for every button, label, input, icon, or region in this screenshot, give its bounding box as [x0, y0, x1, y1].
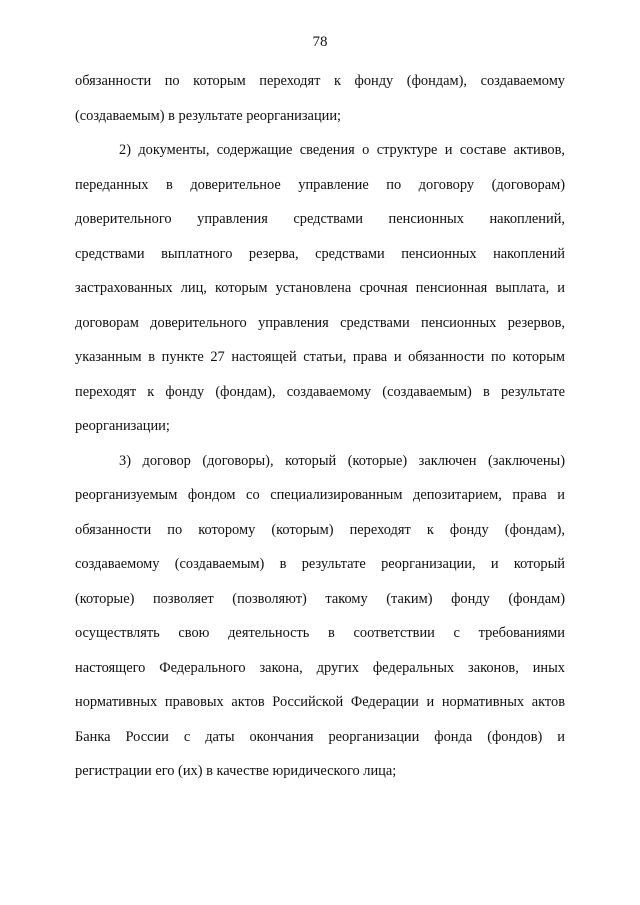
text-line: реорганизации;	[75, 418, 170, 434]
text-line: Банка России с даты окончания реорганизации фонда (фондов) и	[75, 728, 565, 745]
text-line: создаваемому (создаваемым) в результате реорганизации, и который	[75, 556, 565, 572]
text-line: переданных в доверительное управление по договору (договорам)	[75, 176, 565, 193]
paragraph-continuation	[75, 64, 565, 133]
text-line: средствами выплатного резерва, средствами пенсионных накоплений	[75, 245, 565, 262]
text-line: осуществлять свою деятельность в соответствии с требованиями	[75, 625, 565, 641]
text-line: обязанности по которому (которым) переходят к фонду (фондам),	[75, 521, 565, 538]
text-line: застрахованных лиц, которым установлена срочная пенсионная выплата, и	[75, 280, 565, 296]
text-line: переходят к фонду (фондам), создаваемому (создаваемым) в результате	[75, 383, 565, 400]
paragraph-item-2	[75, 133, 565, 444]
text-line: регистрации его (их) в качестве юридического лица;	[75, 763, 397, 779]
text-line: обязанности по которым переходят к фонду (фондам), создаваемому	[75, 73, 565, 89]
document-body	[75, 64, 565, 789]
text-line: указанным в пункте 27 настоящей статьи, права и обязанности по которым	[75, 349, 565, 365]
text-line: договорам доверительного управления средствами пенсионных резервов,	[75, 314, 565, 331]
text-line: нормативных правовых актов Российской Федерации и нормативных актов	[75, 694, 565, 710]
text-line: настоящего Федерального закона, других федеральных законов, иных	[75, 659, 565, 676]
text-line: 3) договор (договоры), который (которые) заключен (заключены)	[119, 452, 565, 469]
text-line: 2) документы, содержащие сведения о структуре и составе активов,	[119, 142, 565, 158]
text-line: (создаваемым) в результате реорганизации;	[75, 107, 342, 124]
page-number: 78	[312, 34, 328, 50]
text-line: доверительного управления средствами пенсионных накоплений,	[75, 211, 565, 227]
paragraph-item-3	[75, 444, 565, 789]
text-line: реорганизуемым фондом со специализированным депозитарием, права и	[75, 487, 565, 503]
text-line: (которые) позволяет (позволяют) такому (таким) фонду (фондам)	[75, 590, 565, 607]
